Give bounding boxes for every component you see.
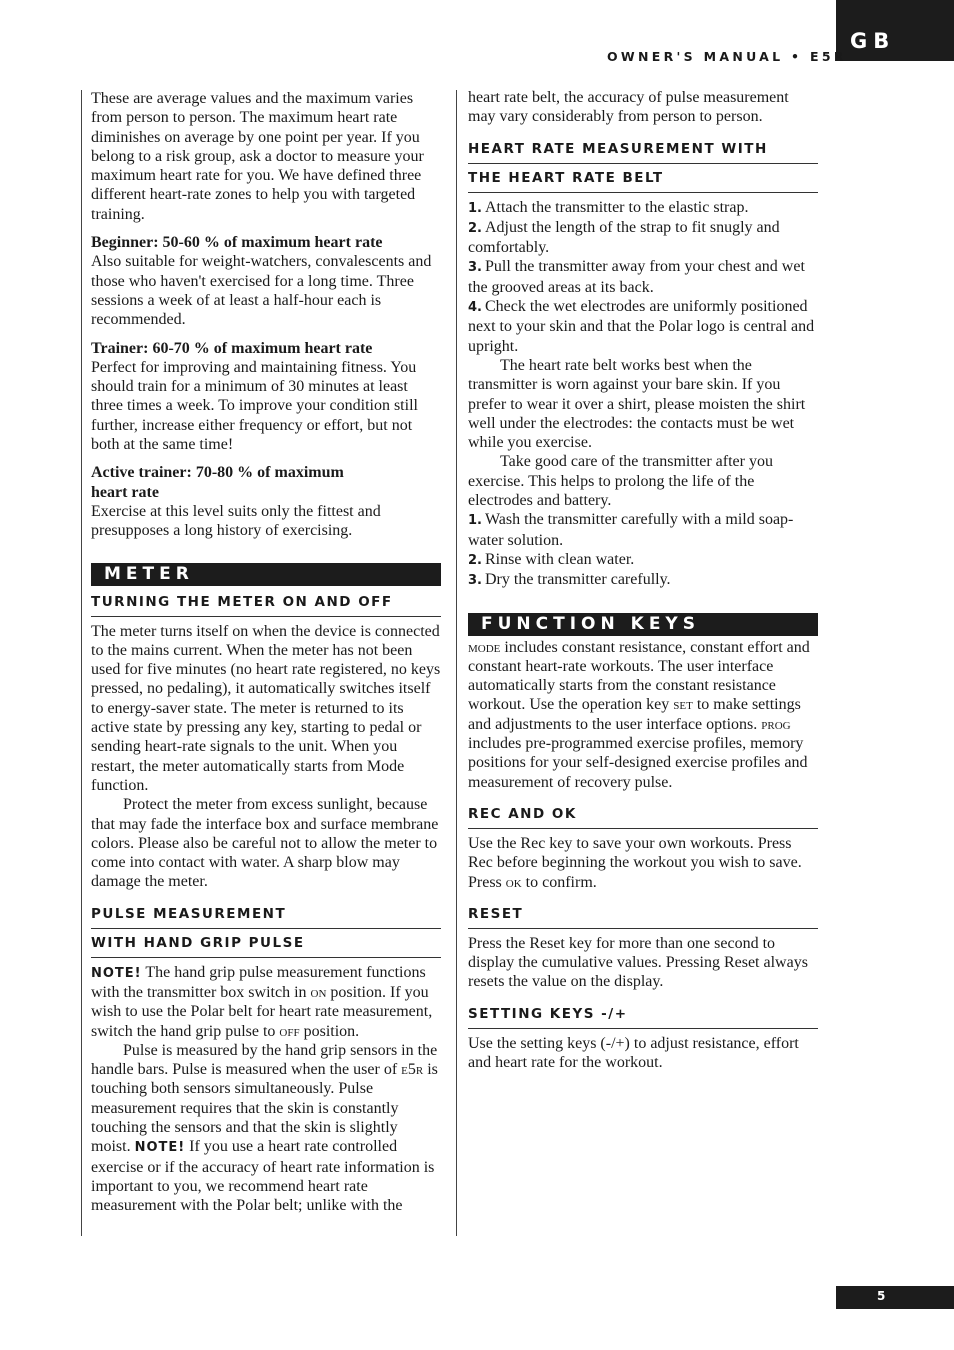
meter-text-2: Protect the meter from excess sunlight, because that may fade the interface box and surface membrane colors. Please also be careful not to allow the meter to come into contact with water. A sharp blow may damage the meter. (91, 796, 439, 891)
active-trainer-text: Exercise at this level suits only the fittest and presupposes a long history of exercising. (91, 502, 381, 540)
reset-heading: RESET (468, 900, 818, 929)
mode-paragraph (468, 638, 818, 792)
meter-section-heading: METER (91, 563, 441, 586)
rec-ok-heading: REC AND OK (468, 800, 818, 829)
pulse-heading-1: PULSE MEASUREMENT (91, 900, 441, 929)
rec-text-b: to confirm. (521, 873, 597, 891)
mode-text-a: includes constant resistance, constant effort and constant heart-rate workouts. The user interface automatically starts from the constant resistance workout. Use the operation key (468, 638, 810, 714)
prog-key-label: prog (761, 715, 791, 733)
pulse-heading-2: WITH HAND GRIP PULSE (91, 929, 441, 958)
care-step (468, 570, 818, 590)
belt-step (468, 218, 818, 258)
mode-text-b: to make settings and adjustments to the user interface options. (468, 696, 801, 733)
belt-step (468, 257, 818, 297)
beginner-title: Beginner: 50-60 % of maximum heart rate (91, 234, 383, 252)
trainer-text: Perfect for improving and maintaining fitness. You should train for a minimum of 30 minutes at least three times a week. To improve your condition still further, increase either frequency or effort, but not both at the same time! (91, 358, 418, 454)
belt-step (468, 297, 818, 356)
continuation-paragraph: heart rate belt, the accuracy of pulse measurement may vary considerably from person to person. (468, 89, 789, 126)
step-text: Dry the transmitter carefully. (484, 571, 671, 589)
pulse-note-text-b: position. If you wish to use the Polar belt for heart rate measurement, switch the hand grip pulse to (91, 983, 433, 1040)
step-text: Rinse with clean water. (484, 550, 635, 568)
running-title: OWNER'S MANUAL • E5R (607, 49, 847, 64)
e5r-label: e5r (401, 1061, 424, 1079)
step-number: 3. (468, 573, 482, 589)
rec-paragraph (468, 834, 818, 892)
active-title-line-2: heart rate (91, 483, 159, 501)
step-number: 2. (468, 552, 482, 568)
reset-paragraph: Press the Reset key for more than one second to display the cumulative values. Pressing Reset always resets the value on the display. (468, 934, 808, 991)
pulse-note-text-c: position. (299, 1022, 360, 1040)
pulse-note-text-a: The hand grip pulse measurement functions with the transmitter box switch in (91, 963, 426, 1001)
middle-column-rule (456, 90, 457, 1236)
pulse-text-b: is touching both sensors simultaneously. Pulse measurement requires that the skin is constantly touching the sensors and that the skin is slightly moist. (91, 1061, 438, 1156)
on-key-label: on (310, 983, 327, 1001)
pulse-note-paragraph (91, 963, 441, 1041)
set-key-label: set (673, 696, 693, 714)
step-number: 1. (468, 513, 482, 529)
pulse-text-a: Pulse is measured by the hand grip sensors in the handle bars. Pulse is measured when the user of (91, 1041, 438, 1079)
belt-text-1: The heart rate belt works best when the transmitter is worn against your bare skin. If you prefer to wear it over a shirt, please moisten the shirt well under the electrodes: the contacts must be wet while you exercise. (468, 356, 806, 452)
rec-text-a: Use the Rec key to save your own workouts. Press Rec before beginning the workout you wish to save. Press (468, 834, 802, 891)
beginner-text: Also suitable for weight-watchers, convalescents and those who haven't exercised for a long time. Three sessions a week of at least a half-hour each is recommended. (91, 253, 432, 329)
step-text: Pull the transmitter away from your chest and wet the grooved areas at its back. (468, 258, 805, 296)
step-number: 3. (468, 260, 482, 276)
belt-heading-2: THE HEART RATE BELT (468, 164, 818, 193)
meter-text-1: The meter turns itself on when the device is connected to the mains current. When the meter has not been used for five minutes (no heart rate registered, no keys pressed, no pedaling), it automatically switches itself to energy-saver state. The meter is returned to its active state by pressing any key, starting to pedal or sending heart-rate signals to the unit. When you restart, the meter automatically starts from Mode function. (91, 622, 441, 794)
pulse-text-c: If you use a heart rate controlled exercise or if the accuracy of heart rate information is important to you, we recommend heart rate measurement with the Polar belt; unlike with the (91, 1138, 435, 1215)
care-step (468, 510, 818, 550)
ok-key-label: ok (505, 873, 522, 891)
intro-paragraph: These are average values and the maximum varies from person to person. The maximum heart rate diminishes on average by one point per year. If you belong to a risk group, ask a doctor to measure your maximum heart rate for you. We have defined three different heart-rate zones to help you with targeted training. (91, 90, 424, 223)
page-number: 5 (836, 1286, 954, 1309)
step-text: Adjust the length of the strap to fit snugly and comfortably. (468, 218, 780, 257)
step-text: Check the wet electrodes are uniformly positioned next to your skin and that the Polar logo is central and upright. (468, 298, 815, 355)
left-column (91, 89, 441, 1216)
active-title-line-1: Active trainer: 70-80 % of maximum (91, 464, 344, 482)
pulse-text-paragraph (91, 1041, 441, 1216)
setting-keys-paragraph: Use the setting keys (-/+) to adjust resistance, effort and heart rate for the workout. (468, 1034, 799, 1071)
belt-step (468, 198, 818, 218)
step-text: Attach the transmitter to the elastic strap. (484, 198, 749, 216)
language-tab: GB (836, 0, 954, 61)
setting-keys-heading: SETTING KEYS -/+ (468, 1000, 818, 1029)
mode-text-c: includes pre-programmed exercise profiles, memory positions for your self-designed exercise profiles and measurement of recovery pulse. (468, 735, 808, 791)
note-label: NOTE! (91, 965, 142, 981)
right-column (468, 88, 818, 1072)
step-number: 2. (468, 220, 482, 236)
active-trainer-title (91, 463, 441, 502)
belt-text-2: Take good care of the transmitter after you exercise. This helps to prolong the life of the electrodes and battery. (468, 453, 773, 510)
off-key-label: off (279, 1022, 300, 1040)
step-number: 4. (468, 300, 482, 316)
left-column-rule (81, 90, 82, 1236)
mode-key-label: mode (468, 638, 501, 656)
function-keys-section-heading: FUNCTION KEYS (468, 613, 818, 636)
belt-heading-1: HEART RATE MEASUREMENT WITH (468, 135, 818, 164)
step-number: 1. (468, 200, 482, 216)
note-label-2: NOTE! (134, 1140, 186, 1156)
meter-on-off-heading: TURNING THE METER ON AND OFF (91, 588, 441, 617)
step-text: Wash the transmitter carefully with a mild soap-water solution. (468, 511, 794, 549)
trainer-title: Trainer: 60-70 % of maximum heart rate (91, 339, 373, 357)
care-step (468, 550, 818, 570)
